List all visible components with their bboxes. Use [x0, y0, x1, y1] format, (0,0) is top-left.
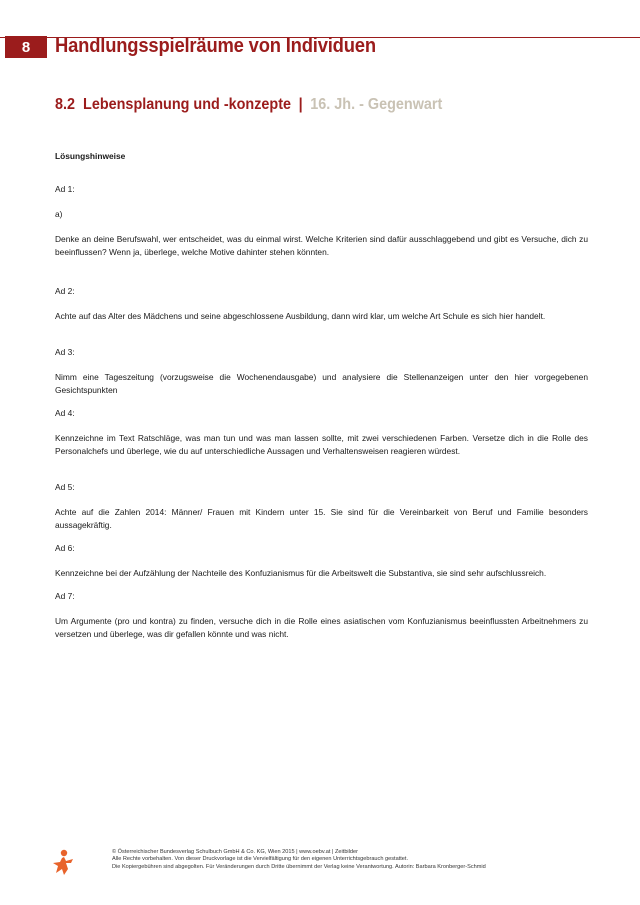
section-title: Lebensplanung und -konzepte — [83, 96, 292, 113]
item-text: Nimm eine Tageszeitung (vorzugsweise die Wochenendausgabe) und analysiere die Stellenanzeigen unter den hier vorgegebenen Gesichtspunkten — [55, 372, 588, 395]
item-text: Denke an deine Berufswahl, wer entscheidet, was du einmal wirst. Welche Kriterien sind dafür ausschlaggebend und gibt es Versuche, dich zu beeinflussen? Wenn ja, überlege, welche Motive dahinter stehen könnten. — [55, 234, 588, 257]
item-letter: a) — [55, 209, 63, 219]
footer-line: Die Kopiergebühren sind abgegolten. Für Veränderungen durch Dritte übernimmt der Verlag keine Verantwortung. Autorin: Barbara Kronberger-Schmid — [112, 863, 486, 870]
ad-label: Ad 5: — [55, 482, 75, 492]
section-period: 16. Jh. - Gegenwart — [310, 96, 443, 113]
item-text: Kennzeichne bei der Aufzählung der Nachteile des Konfuzianismus für die Arbeitswelt die Substantiva, sie sind sehr aufschlussreich. — [55, 568, 547, 578]
item-text: Kennzeichne im Text Ratschläge, was man tun und was man lassen sollte, mit zwei verschiedenen Farben. Versetze dich in die Rolle des Personalchefs und überlege, wie du auf unterschiedliche Aussagen und Verhaltensweisen reagieren würdest. — [55, 433, 588, 456]
ad-label: Ad 6: — [55, 543, 75, 553]
item-text: Achte auf das Alter des Mädchens und seine abgeschlossene Ausbildung, dann wird klar, um welche Art Schule es sich hier handelt. — [55, 311, 546, 321]
section-separator: | — [298, 96, 303, 113]
solutions-content — [55, 150, 588, 641]
ad-label: Ad 1: — [55, 184, 75, 194]
section-number: 8.2 — [55, 96, 76, 113]
section-heading — [55, 96, 442, 114]
ad-label: Ad 3: — [55, 347, 75, 357]
ad-label: Ad 7: — [55, 591, 75, 601]
solutions-heading: Lösungshinweise — [55, 151, 126, 161]
item-text: Um Argumente (pro und kontra) zu finden, versuche dich in die Rolle eines asiatischen vom Konfuzianismus beeinflussten Arbeitnehmers zu versetzen und überlege, was dir gefallen könnte und was nicht. — [55, 616, 588, 639]
footer-line: Alle Rechte vorbehalten. Von dieser Druckvorlage ist die Vervielfältigung für den eigenen Unterrichtsgebrauch gestattet. — [112, 856, 409, 863]
item-text: Achte auf die Zahlen 2014: Männer/ Frauen mit Kindern unter 15. Sie sind für die Vereinbarkeit von Beruf und Familie besonders aussagekräftig. — [55, 507, 588, 530]
footer-line: © Österreichischer Bundesverlag Schulbuch GmbH & Co. KG, Wien 2015 | www.oebv.at | Zeitbilder — [112, 849, 359, 855]
chapter-number-badge: 8 — [5, 36, 47, 58]
chapter-title: Handlungsspielräume von Individuen — [55, 35, 376, 57]
ad-label: Ad 2: — [55, 286, 75, 296]
oebv-logo-icon — [52, 849, 76, 877]
footer-copyright — [112, 849, 552, 871]
ad-label: Ad 4: — [55, 408, 75, 418]
